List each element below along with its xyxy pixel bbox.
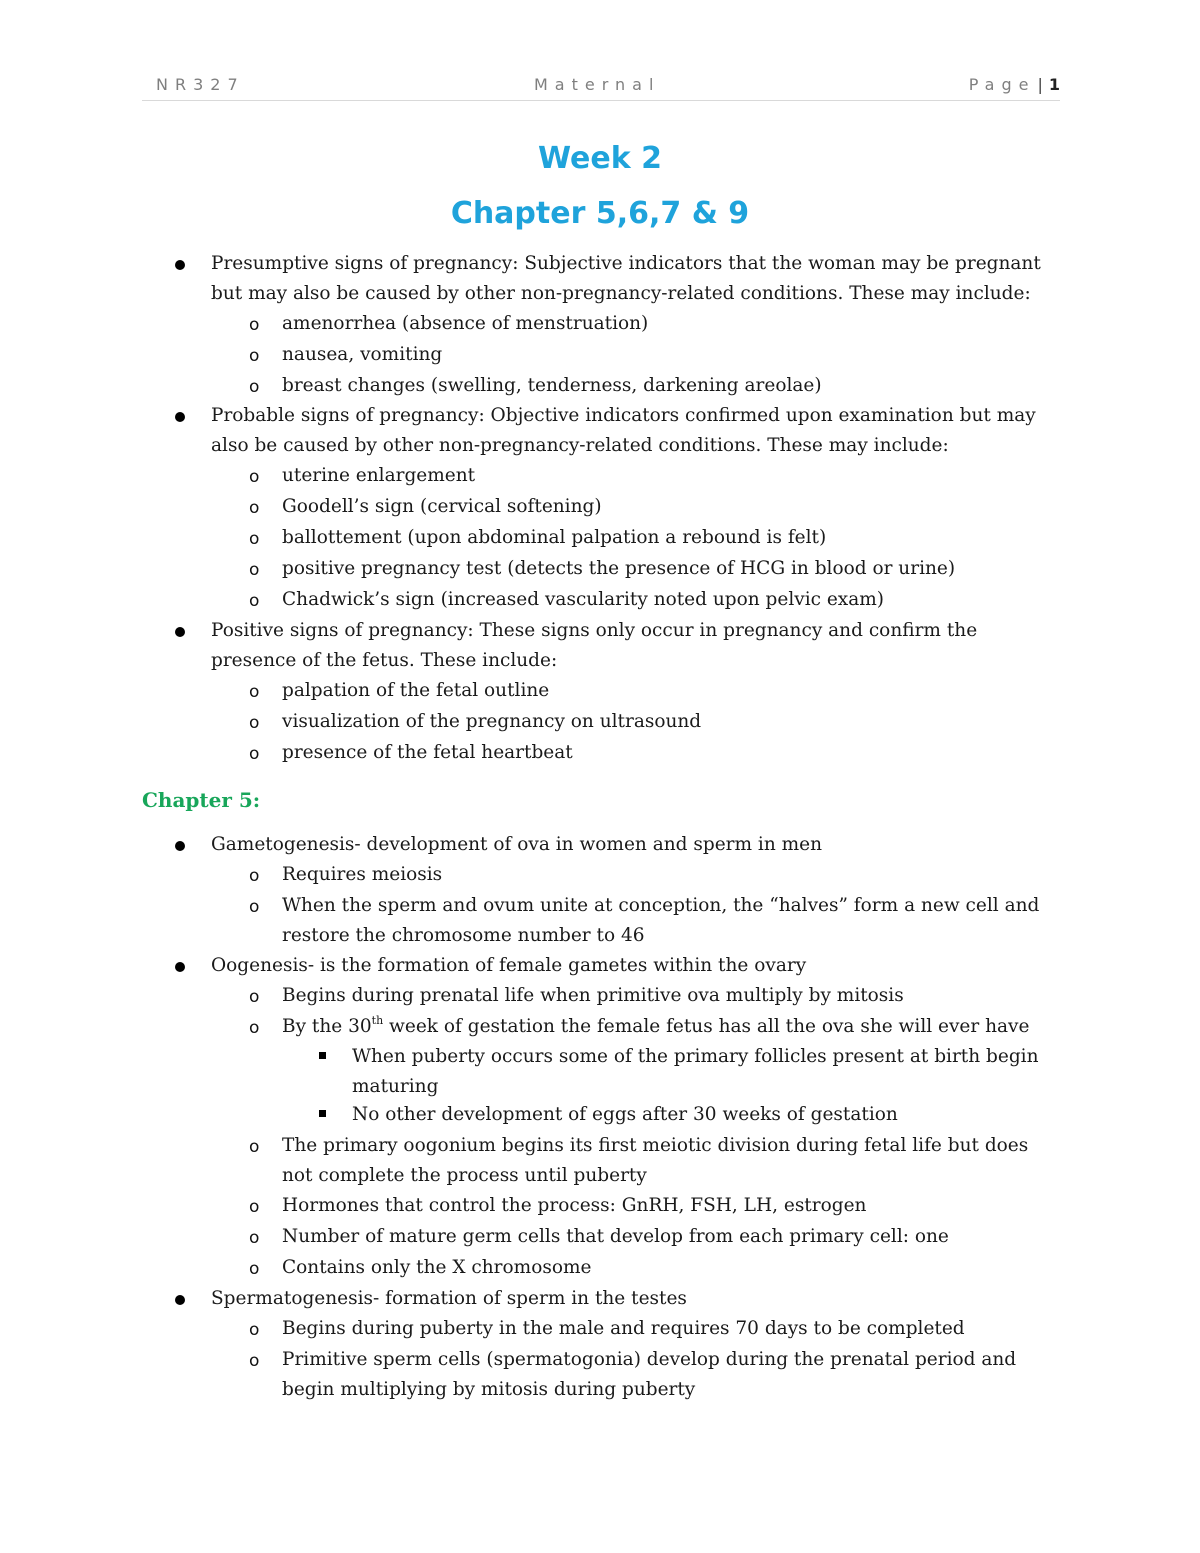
circle-bullet-icon: o: [249, 591, 260, 611]
list-item: Number of mature germ cells that develop from each primary cell: one: [282, 1226, 949, 1247]
list-item: Chadwick’s sign (increased vascularity noted upon pelvic exam): [282, 589, 885, 610]
circle-bullet-icon: o: [249, 744, 260, 764]
square-bullet-icon: [319, 1052, 326, 1059]
list-item: ballottement (upon abdominal palpation a rebound is felt): [282, 527, 827, 548]
header-separator: |: [1037, 75, 1043, 94]
chapters-title: Chapter 5,6,7 & 9: [450, 196, 750, 231]
list-item: Primitive sperm cells (spermatogonia) develop during the prenatal period and: [282, 1349, 1017, 1370]
list-item-part: week of gestation the female fetus has all the ova she will ever have: [383, 1016, 1030, 1037]
list-item: positive pregnancy test (detects the presence of HCG in blood or urine): [282, 558, 956, 579]
list-item: visualization of the pregnancy on ultrasound: [282, 711, 702, 732]
superscript: th: [371, 1014, 384, 1027]
positive-signs-text: Positive signs of pregnancy: These signs only occur in pregnancy and confirm the: [211, 620, 978, 641]
list-item-cont: begin multiplying by mitosis during puberty: [282, 1379, 696, 1400]
probable-signs-text: Probable signs of pregnancy: Objective indicators confirmed upon examination but may: [211, 405, 1036, 426]
list-item: Contains only the X chromosome: [282, 1257, 592, 1278]
sub-list-item: No other development of eggs after 30 weeks of gestation: [352, 1104, 898, 1125]
list-item: nausea, vomiting: [282, 344, 443, 365]
list-item: The primary oogonium begins its first meiotic division during fetal life but does: [282, 1135, 1029, 1156]
bullet-icon: [175, 1295, 185, 1305]
circle-bullet-icon: o: [249, 1351, 260, 1371]
positive-signs-text-cont: presence of the fetus. These include:: [211, 650, 558, 671]
list-item-part: By the 30: [282, 1016, 372, 1037]
square-bullet-icon: [319, 1110, 326, 1117]
header-page-label: [969, 75, 1060, 94]
circle-bullet-icon: o: [249, 897, 260, 917]
bullet-icon: [175, 841, 185, 851]
sub-list-item: When puberty occurs some of the primary follicles present at birth begin: [352, 1046, 1039, 1067]
circle-bullet-icon: o: [249, 866, 260, 886]
circle-bullet-icon: o: [249, 315, 260, 335]
circle-bullet-icon: o: [249, 346, 260, 366]
circle-bullet-icon: o: [249, 1320, 260, 1340]
circle-bullet-icon: o: [249, 1197, 260, 1217]
circle-bullet-icon: o: [249, 1137, 260, 1157]
bullet-icon: [175, 962, 185, 972]
header-page-word: Page: [968, 75, 1036, 94]
spermatogenesis-text: Spermatogenesis- formation of sperm in the testes: [211, 1288, 687, 1309]
gametogenesis-text: Gametogenesis- development of ova in women and sperm in men: [211, 834, 823, 855]
list-item: amenorrhea (absence of menstruation): [282, 313, 649, 334]
circle-bullet-icon: o: [249, 560, 260, 580]
list-item-cont: not complete the process until puberty: [282, 1165, 647, 1186]
bullet-icon: [175, 260, 185, 270]
week-title: Week 2: [538, 141, 662, 176]
list-item: presence of the fetal heartbeat: [282, 742, 573, 763]
circle-bullet-icon: o: [249, 498, 260, 518]
presumptive-signs-text: Presumptive signs of pregnancy: Subjective indicators that the woman may be pregnant: [211, 253, 1041, 274]
list-item: palpation of the fetal outline: [282, 680, 550, 701]
oogenesis-text: Oogenesis- is the formation of female gametes within the ovary: [211, 955, 807, 976]
page-header: [142, 74, 1060, 101]
list-item-cont: restore the chromosome number to 46: [282, 925, 645, 946]
list-item: Goodell’s sign (cervical softening): [282, 496, 602, 517]
circle-bullet-icon: o: [249, 467, 260, 487]
probable-signs-text-cont: also be caused by other non-pregnancy-related conditions. These may include:: [211, 435, 949, 456]
list-item: uterine enlargement: [282, 465, 476, 486]
chapter5-heading: Chapter 5:: [142, 788, 261, 812]
header-course: NR327: [156, 75, 245, 94]
bullet-icon: [175, 627, 185, 637]
list-item: [282, 1016, 1029, 1037]
circle-bullet-icon: o: [249, 1018, 260, 1038]
circle-bullet-icon: o: [249, 987, 260, 1007]
presumptive-signs-text-cont: but may also be caused by other non-pregnancy-related conditions. These may include:: [211, 283, 1031, 304]
sub-list-item-cont: maturing: [352, 1076, 439, 1097]
circle-bullet-icon: o: [249, 377, 260, 397]
list-item: When the sperm and ovum unite at conception, the “halves” form a new cell and: [282, 895, 1040, 916]
circle-bullet-icon: o: [249, 1228, 260, 1248]
header-subject: Maternal: [534, 75, 661, 94]
list-item: breast changes (swelling, tenderness, darkening areolae): [282, 375, 822, 396]
header-page-number: 1: [1048, 75, 1060, 94]
circle-bullet-icon: o: [249, 713, 260, 733]
circle-bullet-icon: o: [249, 682, 260, 702]
circle-bullet-icon: o: [249, 1259, 260, 1279]
bullet-icon: [175, 412, 185, 422]
list-item: Begins during puberty in the male and requires 70 days to be completed: [282, 1318, 965, 1339]
list-item: Hormones that control the process: GnRH, FSH, LH, estrogen: [282, 1195, 867, 1216]
list-item: Requires meiosis: [282, 864, 443, 885]
circle-bullet-icon: o: [249, 529, 260, 549]
list-item: Begins during prenatal life when primitive ova multiply by mitosis: [282, 985, 904, 1006]
